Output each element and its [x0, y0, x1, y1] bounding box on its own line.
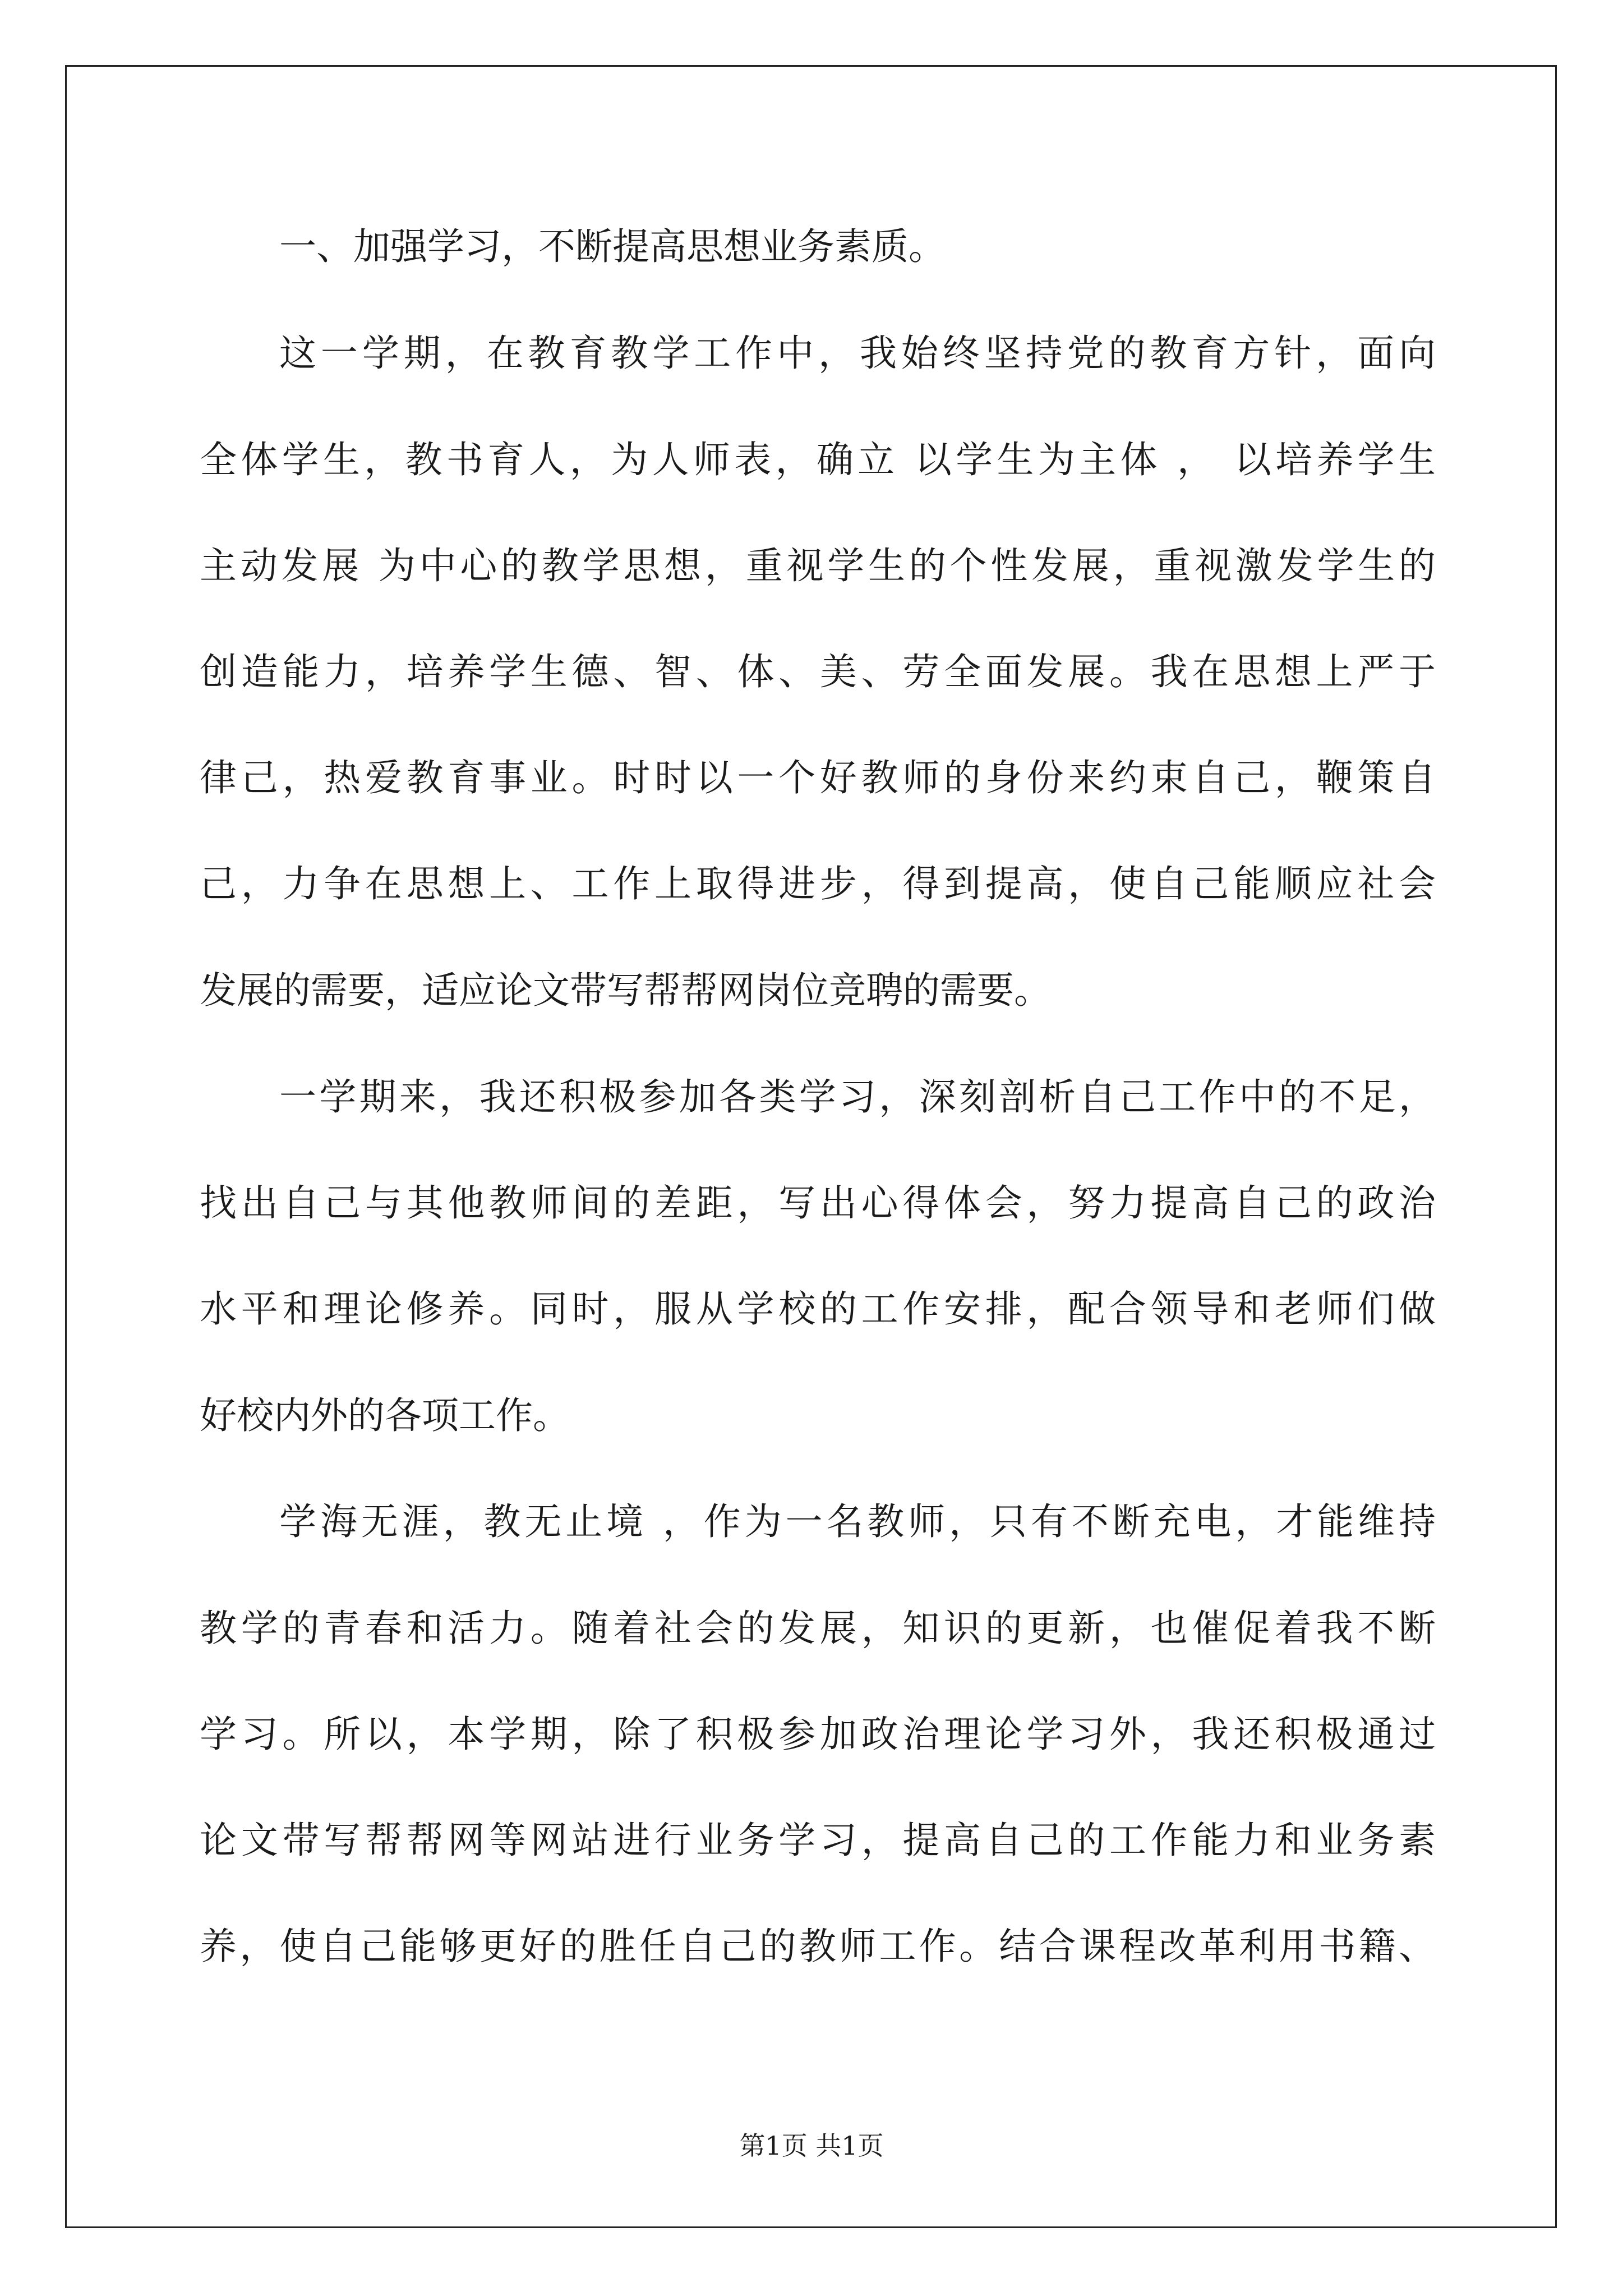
paragraph-line: 这一学期，在教育教学工作中，我始终坚持党的教育方针，面向 [279, 332, 1436, 375]
page-number-footer: 第1页 共1页 [739, 2131, 884, 2161]
paragraph-line: 好校内外的各项工作。 [200, 1394, 570, 1437]
paragraph-line: 律己，热爱教育事业。时时以一个好教师的身份来约束自己，鞭策自 [200, 756, 1436, 799]
paragraph-line: 养，使自己能够更好的胜任自己的教师工作。结合课程改革利用书籍、 [200, 1925, 1436, 1968]
paragraph-line: 水平和理论修养。同时，服从学校的工作安排，配合领导和老师们做 [200, 1287, 1436, 1331]
paragraph-line: 一学期来，我还积极参加各类学习，深刻剖析自己工作中的不足， [279, 1075, 1436, 1119]
paragraph-line: 己，力争在思想上、工作上取得进步，得到提高，使自己能顺应社会 [200, 862, 1436, 905]
paragraph-line: 论文带写帮帮网等网站进行业务学习，提高自己的工作能力和业务素 [200, 1819, 1436, 1862]
paragraph-line: 创造能力，培养学生德、智、体、美、劳全面发展。我在思想上严于 [200, 650, 1436, 693]
section-heading: 一、加强学习，不断提高思想业务素质。 [279, 225, 946, 268]
paragraph-line: 发展的需要，适应论文带写帮帮网岗位竞聘的需要。 [200, 969, 1051, 1012]
paragraph-line: 学海无涯，教无止境 ，作为一名教师，只有不断充电，才能维持 [279, 1500, 1436, 1543]
paragraph-line: 主动发展 为中心的教学思想，重视学生的个性发展，重视激发学生的 [200, 544, 1436, 587]
paragraph-line: 找出自己与其他教师间的差距，写出心得体会，努力提高自己的政治 [200, 1181, 1436, 1225]
page-border [65, 65, 1557, 2228]
paragraph-line: 全体学生，教书育人，为人师表，确立 以学生为主体 ， 以培养学生 [200, 438, 1436, 481]
paragraph-line: 教学的青春和活力。随着社会的发展，知识的更新，也催促着我不断 [200, 1607, 1436, 1650]
paragraph-line: 学习。所以，本学期，除了积极参加政治理论学习外，我还积极通过 [200, 1713, 1436, 1756]
